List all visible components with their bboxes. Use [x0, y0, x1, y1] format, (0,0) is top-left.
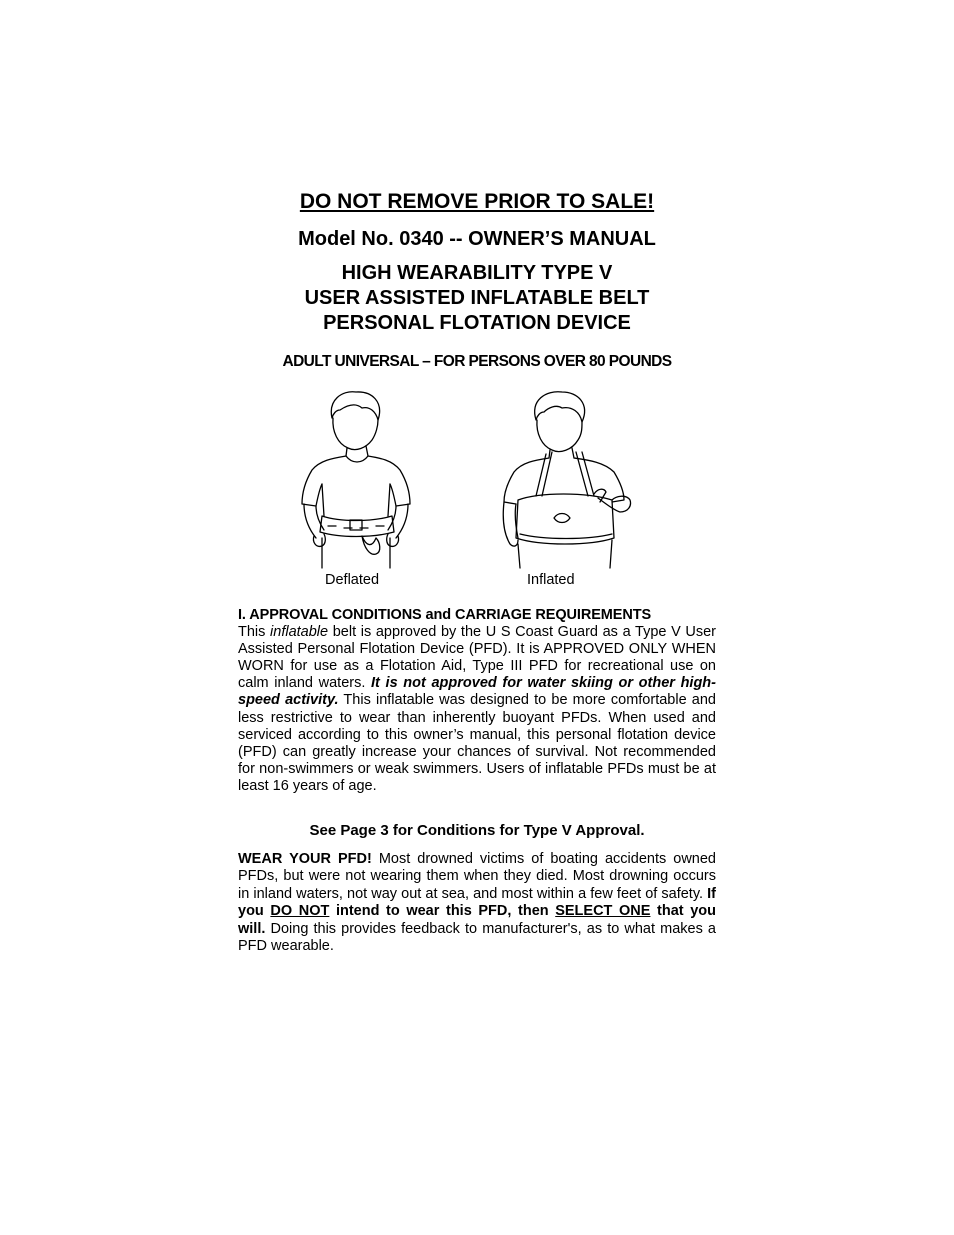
- underlined-run: SELECT ONE: [555, 903, 651, 920]
- warning-heading: DO NOT REMOVE PRIOR TO SALE!: [299, 190, 655, 213]
- bold-run: intend to wear this PFD, then: [329, 903, 556, 920]
- device-type-heading: [238, 261, 716, 336]
- model-heading: Model No. 0340 -- OWNER’S MANUAL: [298, 228, 656, 250]
- section-title: I. APPROVAL CONDITIONS and CARRIAGE REQUIREMENTS: [238, 607, 652, 623]
- approval-paragraph: [238, 624, 716, 795]
- see-page-note: See Page 3 for Conditions for Type V Approval.: [309, 822, 645, 839]
- text-run: belt is approved by the U S Coast Guard as a Type V User Assisted Personal Flotation Device (PFD). It is APPROVED ONLY WHEN WORN for use as a Flotation Aid, Type III PFD for recreational use on calm inland waters.: [238, 624, 717, 692]
- deflated-belt-illustration: [300, 388, 412, 575]
- type-line-3: PERSONAL FLOTATION DEVICE: [323, 312, 631, 334]
- bold-run: If you: [238, 885, 716, 920]
- type-line-1: HIGH WEARABILITY TYPE V: [341, 262, 613, 284]
- text-run: Most drowned victims of boating accidents owned PFDs, but were not wearing them when they died. Most drowning occurs in inland waters, not way out at sea, and most within a few feet of safety.: [238, 851, 716, 902]
- inflated-caption: Inflated: [527, 572, 575, 588]
- wear-lead: WEAR YOUR PFD!: [238, 851, 372, 867]
- text-run: Doing this provides feedback to manufacturer's, as to what makes a PFD wearable.: [238, 920, 716, 955]
- text-run: This inflatable was designed to be more comfortable and less restrictive to wear than inherently buoyant PFDs. When used and serviced according to this owner’s manual, this personal flotation device (PFD) can greatly increase your chances of survival. Not recommended for non-swimmers or weak swimmers. Users of inflatable PFDs must be at least 16 years of age.: [238, 692, 716, 794]
- deflated-caption: Deflated: [325, 572, 380, 588]
- bold-run: that you will.: [238, 903, 717, 937]
- italic-run: inflatable: [270, 624, 329, 641]
- wear-your-pfd-paragraph: [238, 851, 716, 955]
- inflated-pfd-illustration: [500, 388, 634, 575]
- bold-italic-warning: It is not approved for water skiing or other high-speed activity.: [238, 675, 716, 709]
- approval-section: [238, 607, 716, 795]
- underlined-run: DO NOT: [270, 903, 330, 920]
- text-run: This: [238, 624, 271, 641]
- adult-universal-heading: ADULT UNIVERSAL – FOR PERSONS OVER 80 POUNDS: [282, 353, 672, 370]
- type-line-2: USER ASSISTED INFLATABLE BELT: [304, 287, 650, 309]
